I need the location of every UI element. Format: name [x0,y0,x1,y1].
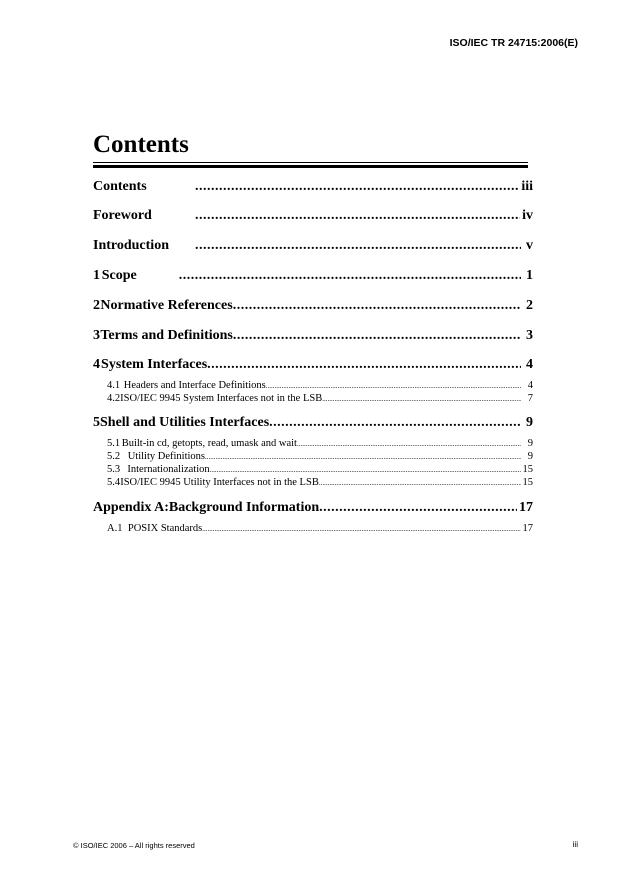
toc-entry-label: Scope [101,268,137,283]
toc-entry-foreword[interactable] [93,208,533,226]
toc-entry-number: 4.2 [107,393,121,404]
document-id-header: ISO/IEC TR 24715:2006(E) [449,37,578,49]
dot-leader [269,415,521,431]
toc-entry-number: 4 [93,357,100,372]
toc-entry-label: Introduction [93,238,169,253]
toc-entry-label: Built-in cd, getopts, read, umask and wait [121,438,297,449]
toc-entry-number: 5 [93,415,100,430]
toc-entry-introduction[interactable] [93,238,533,256]
copyright-footer: © ISO/IEC 2006 – All rights reserved [73,841,195,850]
toc-entry-number: 5.1 [107,438,121,449]
dot-leader [319,477,521,488]
toc-entry-page: 7 [527,393,533,404]
toc-subentry-4-2[interactable] [107,393,533,406]
toc-entry-number: 1 [93,268,100,283]
toc-entry-system-interfaces[interactable] [93,357,533,375]
toc-subentry-5-2[interactable] [107,451,533,464]
toc-entry-page: iii [521,179,533,194]
toc-entry-page: 17 [522,523,533,534]
toc-entry-number: 5.3 [107,464,121,475]
dot-leader [202,523,520,534]
title-rule-thick [93,165,528,168]
toc-entry-number: 5.4 [107,477,121,488]
dot-leader [297,438,521,449]
dot-leader [266,380,521,391]
toc-subentry-5-4[interactable] [107,477,533,490]
dot-leader [195,208,520,224]
toc-entry-page: 4 [526,357,533,372]
dot-leader [233,328,521,344]
toc-entry-normative-references[interactable] [93,298,533,316]
toc-entry-page: 15 [522,477,533,488]
toc-entry-number: 4.1 [107,380,121,391]
toc-entry-page: 2 [526,298,533,313]
dot-leader [319,500,517,516]
toc-entry-label: Background Information [168,500,320,515]
toc-entry-page: 15 [522,464,533,475]
toc-entry-label: System Interfaces [101,357,208,372]
dot-leader [195,238,521,254]
page-title: Contents [93,131,189,158]
toc-entry-label: Foreword [93,208,152,223]
toc-entry-contents[interactable] [93,179,533,197]
toc-entry-scope[interactable] [93,268,533,286]
dot-leader [233,298,521,314]
toc-entry-page: 4 [527,380,533,391]
toc-entry-appendix-a[interactable] [93,500,533,518]
dot-leader [195,179,519,195]
toc-entry-label: ISO/IEC 9945 System Interfaces not in the LSB [120,393,323,404]
toc-entry-label: Headers and Interface Definitions [123,380,266,391]
toc-entry-number: 5.2 [107,451,121,462]
dot-leader [210,464,521,475]
toc-subentry-5-1[interactable] [107,438,533,451]
toc-entry-number: Appendix A: [93,500,169,515]
toc-entry-number: 2 [93,298,100,313]
toc-entry-page: 9 [527,438,533,449]
toc-entry-page: 3 [526,328,533,343]
dot-leader [205,451,521,462]
toc-entry-label: POSIX Standards [127,523,203,534]
toc-subentry-5-3[interactable] [107,464,533,477]
toc-entry-label: Internationalization [127,464,210,475]
dot-leader [322,393,521,404]
page-number-footer: iii [572,840,578,849]
toc-entry-page: iv [522,208,533,223]
toc-entry-label: Contents [93,179,147,194]
toc-entry-label: ISO/IEC 9945 Utility Interfaces not in the LSB [120,477,319,488]
toc-entry-number: A.1 [107,523,123,534]
toc-entry-label: Normative References [100,298,233,313]
toc-entry-page: v [526,238,533,253]
toc-entry-label: Terms and Definitions [100,328,233,343]
dot-leader [207,357,521,373]
toc-entry-terms-and-definitions[interactable] [93,328,533,346]
title-rule-thin [93,162,528,163]
toc-subentry-4-1[interactable] [107,380,533,393]
toc-entry-page: 9 [527,451,533,462]
toc-subentry-a-1[interactable] [107,523,533,536]
toc-entry-page: 17 [519,500,533,515]
toc-entry-page: 1 [526,268,533,283]
toc-entry-shell-and-utilities[interactable] [93,415,533,433]
dot-leader [179,268,521,284]
toc-entry-label: Shell and Utilities Interfaces [100,415,270,430]
toc-entry-page: 9 [526,415,533,430]
toc-entry-number: 3 [93,328,100,343]
toc-entry-label: Utility Definitions [127,451,206,462]
